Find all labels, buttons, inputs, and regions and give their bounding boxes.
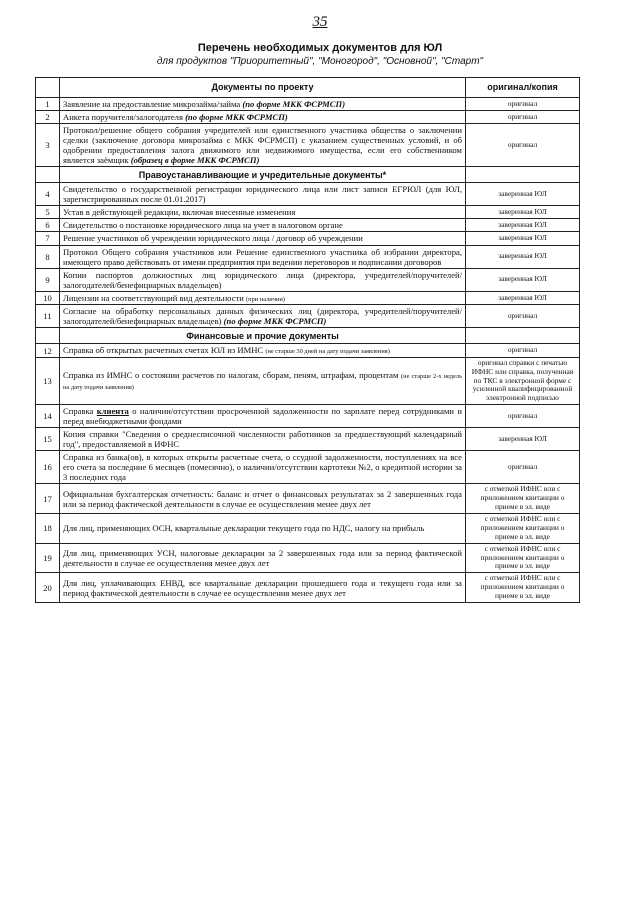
document-text: Для лиц, уплачивающих ЕНВД, все квартальные декларации прошедшего года и текущего года или за период фактической деятельности в случае ее осуществления менее двух лет [63, 577, 462, 598]
document-text: о наличии/отсутствии просроченной задолженности по зарплате перед сотрудниками и перед внебюджетными фондами [63, 406, 462, 427]
document-name [60, 305, 466, 328]
document-text: Протокол/решение общего собрания учредителей или единственного участника общества о заключении сделки (заключение договора микрозайма с МКК ФСРМСП) с указанием существенных условий, и об одобрении предоставления залога движимого или недвижимого имущества, если его собственником является заёмщик [63, 125, 462, 166]
row-number: 9 [36, 268, 60, 291]
document-requirement: с отметкой ИФНС или с приложением квитанции о приеме в эл. виде [466, 484, 580, 514]
table-row [36, 98, 580, 111]
row-number: 11 [36, 305, 60, 328]
document-requirement: заверенная ЮЛ [466, 291, 580, 304]
document-text: Протокол Общего собрания участников или Решение единственного участника об избрании директора, имеющего право действовать от имени предприятия при ведении переговоров и подписании договоров [63, 246, 462, 267]
header-documents: Документы по проекту [60, 78, 466, 98]
document-requirement: заверенная ЮЛ [466, 183, 580, 206]
row-number: 3 [36, 124, 60, 167]
row-number: 13 [36, 357, 60, 404]
row-number: 14 [36, 405, 60, 428]
document-text: Для лиц, применяющих УСН, налоговые декларации за 2 завершенных года или за период фактической деятельности в случае ее осуществления менее двух лет [63, 547, 462, 569]
row-number: 17 [36, 484, 60, 514]
document-name [60, 514, 466, 544]
document-name [60, 405, 466, 428]
row-number: 15 [36, 428, 60, 451]
table-row [36, 206, 580, 219]
row-number: 8 [36, 245, 60, 268]
document-name [60, 245, 466, 268]
document-name [60, 206, 466, 219]
table-row [36, 305, 580, 328]
document-text: Справка из ИМНС о состоянии расчетов по налогам, сборам, пеням, штрафам, процентам [63, 370, 402, 381]
table-row [36, 245, 580, 268]
table-row [36, 111, 580, 124]
header-original-copy: оригинал/копия [466, 78, 580, 98]
row-number: 18 [36, 514, 60, 544]
row-number: 4 [36, 183, 60, 206]
document-requirement: заверенная ЮЛ [466, 206, 580, 219]
document-requirement: оригинал [466, 344, 580, 357]
document-text: Официальная бухгалтерская отчетность: баланс и отчет о финансовых результатах за 2 завершенных года или за период фактической деятельности в случае ее осуществления менее двух лет [63, 488, 462, 509]
table-row [36, 573, 580, 603]
document-name [60, 183, 466, 206]
row-number: 5 [36, 206, 60, 219]
document-form-note: (по форме МКК ФСРМСП) [223, 316, 327, 327]
section-row [36, 167, 580, 183]
document-requirement: с отметкой ИФНС или с приложением квитанции о приеме в эл. виде [466, 514, 580, 544]
document-requirement: оригинал справки с печатью ИФНС или справка, полученная по ТКС в электронной форме с усиленной квалифицированной электронной подписью [466, 357, 580, 404]
table-row [36, 291, 580, 304]
document-small-note: (не старше 2-х недель на дату подачи заявления) [63, 373, 462, 391]
document-text: Свидетельство о постановке юридического лица на учет в налоговом органе [63, 220, 343, 231]
document-title: Перечень необходимых документов для ЮЛ [197, 42, 443, 54]
document-form-note: (по форме МКК ФСРМСП) [242, 99, 346, 109]
row-number: 12 [36, 344, 60, 357]
document-text: Справка об открытых расчетных счетах ЮЛ из ИМНС [63, 345, 266, 356]
document-text: Заявление на предоставление микрозайма/займа [63, 99, 243, 109]
document-name [60, 484, 466, 514]
section-row [36, 328, 580, 344]
page-number: 35 [312, 14, 328, 30]
document-text: Свидетельство о государственной регистрации юридического лица или лист записи ЕГРЮЛ (для ЮЛ, зарегистрированных после 01.01.2017) [63, 184, 462, 205]
document-client-word: клиента [96, 406, 129, 417]
document-name [60, 573, 466, 603]
document-name [60, 344, 466, 357]
document-small-note: (не старше 30 дней на дату подачи заявления) [265, 348, 390, 356]
section-value-cell [466, 167, 580, 183]
table-row [36, 484, 580, 514]
document-form-note: (по форме МКК ФСРМСП) [185, 112, 288, 123]
section-heading: Финансовые и прочие документы [60, 328, 466, 344]
section-number-cell [36, 167, 60, 183]
row-number: 10 [36, 291, 60, 304]
document-requirement: заверенная ЮЛ [466, 232, 580, 245]
document-name [60, 543, 466, 573]
document-name [60, 219, 466, 232]
document-name [60, 124, 466, 167]
table-row [36, 405, 580, 428]
document-requirement: заверенная ЮЛ [466, 219, 580, 232]
row-number: 16 [36, 451, 60, 484]
row-number: 7 [36, 232, 60, 245]
document-requirement: оригинал [466, 98, 580, 111]
table-row [36, 232, 580, 245]
section-number-cell [36, 328, 60, 344]
document-requirement: с отметкой ИФНС или с приложением квитанции о приеме в эл. виде [466, 543, 580, 573]
documents-table [35, 77, 580, 603]
document-requirement: заверенная ЮЛ [466, 268, 580, 291]
table-row [36, 268, 580, 291]
row-number: 2 [36, 111, 60, 124]
table-row [36, 357, 580, 404]
document-requirement: заверенная ЮЛ [466, 245, 580, 268]
document-subtitle: для продуктов "Приоритетный", "Моногород", "Основной", "Старт" [156, 56, 484, 67]
header-number-cell [36, 78, 60, 98]
document-requirement: оригинал [466, 305, 580, 328]
document-form-note: (образец в форме МКК ФСРМСП) [130, 155, 260, 166]
document-small-note: (при наличии) [246, 295, 285, 303]
document-requirement: заверенная ЮЛ [466, 428, 580, 451]
table-row [36, 451, 580, 484]
table-row [36, 124, 580, 167]
document-text: Справка из банка(ов), в которых открыты расчетные счета, о ссудной задолженности, поступлениях на все его счета за последние 6 месяцев (помесячно), о наличии/отсутствии картотеки №2, о кредитной истории за 3 последних года [63, 452, 462, 483]
table-row [36, 344, 580, 357]
document-requirement: оригинал [466, 111, 580, 124]
document-requirement: с отметкой ИФНС или с приложением квитанции о приеме в эл. виде [466, 573, 580, 603]
document-name [60, 111, 466, 124]
document-text: Согласие на обработку персональных данных физических лиц (директора, учредителей/поручителей/залогодателей/бенефициарных владельцев) [63, 306, 462, 327]
table-row [36, 428, 580, 451]
document-requirement: оригинал [466, 451, 580, 484]
document-text: Анкета поручителя/залогодателя [63, 112, 186, 123]
document-name [60, 451, 466, 484]
document-name [60, 268, 466, 291]
document-name [60, 291, 466, 304]
document-text: Справка [63, 406, 97, 417]
document-name [60, 232, 466, 245]
table-row [36, 514, 580, 544]
table-row [36, 543, 580, 573]
row-number: 1 [36, 98, 60, 111]
document-requirement: оригинал [466, 405, 580, 428]
document-text: Копии паспортов должностных лиц юридического лица (директора, учредителей/поручителей/залогодателей/бенефициарных владельцев) [63, 269, 462, 290]
document-text: Решение участников об учреждении юридического лица / договор об учреждении [63, 233, 363, 244]
section-value-cell [466, 328, 580, 344]
document-name [60, 357, 466, 404]
document-requirement: оригинал [466, 124, 580, 167]
table-row [36, 183, 580, 206]
row-number: 19 [36, 543, 60, 573]
document-text: Устав в действующей редакции, включая внесенные изменения [63, 207, 296, 218]
document-name [60, 98, 466, 111]
table-row [36, 219, 580, 232]
row-number: 6 [36, 219, 60, 232]
document-name [60, 428, 466, 451]
document-text: Копия справки "Сведения о среднесписочной численности работников за предшествующий календарный год", предоставляемой в ИФНС [63, 429, 462, 450]
table-header-row [36, 78, 580, 98]
section-heading: Правоустанавливающие и учредительные документы* [60, 167, 466, 183]
document-text: Лицензии на соответствующий вид деятельности [63, 292, 247, 303]
row-number: 20 [36, 573, 60, 603]
document-text: Для лиц, применяющих ОСН, квартальные декларации текущего года по НДС, налогу на прибыль [63, 523, 425, 534]
